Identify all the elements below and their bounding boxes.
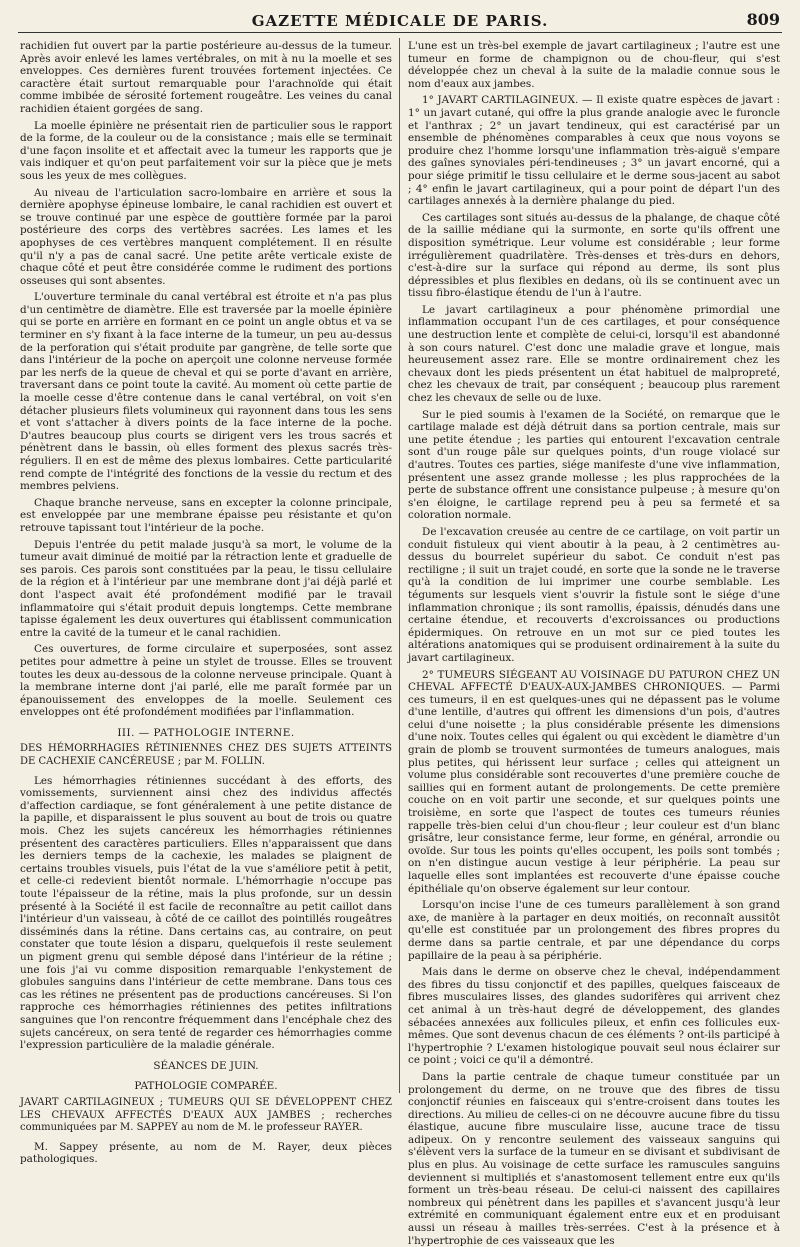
paragraph: Depuis l'entrée du petit malade jusqu'à sa mort, le volume de la tumeur avait diminué de moitié par la rétraction lente et graduelle de ses parois. Ces parois sont constituées par la peau, le tissu cellulaire de la région et à l'intérieur par une membrane dont j'ai déjà parlé et dont l'aspect avait été profondément modifié par le travail inflammatoire qui s'était produit depuis longtemps. Cette membrane tapisse également les deux ouvertures qui établissent communication entre la cavité de la tumeur et le canal rachidien.: [20, 538, 392, 639]
page-number: 809: [746, 10, 780, 29]
paragraph: 2° TUMEURS SIÉGEANT AU VOISINAGE DU PATURON CHEZ UN CHEVAL AFFECTÉ D'EAUX-AUX-JAMBES CHRONIQUES. — Parmi ces tumeurs, il en est quelques-unes qui ne dépassent pas le volume d'une lentille, d'autres qui offrent les dimensions d'un pois, d'autres celui d'une noisette ; la plus considérable présente les dimensions d'une noix. Toutes celles qui égalent ou qui excèdent le diamètre d'un grain de plomb se trouvent surmontées de tumeurs analogues, mais plus petites, qui hérissent leur surface ; celles qui atteignent un volume plus considérable sont recouvertes d'une première couche de saillies qui en forment autant de prolongements. De cette première couche on en voit partir une seconde, et sur quelques points une troisième, en sorte que l'aspect de toutes ces tumeurs réunies rappelle très-bien celui d'un chou-fleur ; leur couleur est d'un blanc grisâtre, leur consistance ferme, leur forme, en général, arrondie ou ovoïde. Sur tous les points qu'elles occupent, les poils sont tombés ; on n'en distingue aucun vestige à leur périphérie. La peau sur laquelle elles sont implantées est recouverte d'une épaisse couche épithéliale qu'on observe également sur leur contour.: [408, 668, 780, 895]
paragraph: Le javart cartilagineux a pour phénomène primordial une inflammation occupant l'un de ces cartilages, et pour conséquence une destruction lente et complète de celui-ci, lorsqu'il est abandonné à son cours naturel. C'est donc une maladie grave et longue, mais heureusement assez rare. Elle se montre ordinairement chez les chevaux dont les pieds présentent un état habituel de malpropreté, chez les chevaux de trait, par conséquent ; beaucoup plus rarement chez les chevaux de selle ou de luxe.: [408, 303, 780, 405]
journal-title: GAZETTE MÉDICALE DE PARIS.: [251, 12, 549, 30]
paragraph: Ces ouvertures, de forme circulaire et superposées, sont assez petites pour admettre à peine un stylet de trousse. Elles se trouvent toutes les deux au-dessous de la colonne nerveuse principale. Quant à la membrane interne dont j'ai parlé, elle me paraît formée par un épanouissement des enveloppes de la moelle. Seulement ces enveloppes ont été profondément modifiées par l'inflammation.: [20, 643, 392, 719]
left-column: [20, 40, 392, 1166]
paragraph: L'une est un très-bel exemple de javart cartilagineux ; l'autre est une tumeur en forme de champignon ou de chou-fleur, qui s'est développée chez un cheval à la suite de la maladie connue sous le nom d'eaux aux jambes.: [408, 40, 780, 90]
paragraph: Sur le pied soumis à l'examen de la Société, on remarque que le cartilage malade est déjà détruit dans sa portion centrale, mais sur une petite étendue ; les parties qui entourent l'excavation centrale sont d'un rouge pâle sur quelques points, d'un rouge violacé sur d'autres. Toutes ces parties, siége manifeste d'une vive inflammation, présentent une assez grande mollesse ; les plus rapprochées de la perte de substance offrent une consistance pulpeuse ; à mesure qu'on s'en éloigne, le cartilage reprend peu à peu sa fermeté et sa coloration normale.: [408, 408, 780, 522]
paragraph: Mais dans le derme on observe chez le cheval, indépendamment des fibres du tissu conjonctif et des papilles, quelques faisceaux de fibres musculaires lisses, des glandes sudorifères qui arrivent chez cet animal à un très-haut degré de développement, des glandes sébacées annexées aux follicules pileux, et enfin ces follicules eux-mêmes. Que sont devenus chacun de ces éléments ? ont-ils participé à l'hypertrophie ? L'examen histologique pouvait seul nous éclairer sur ce point ; voici ce qu'il a démontré.: [408, 966, 780, 1067]
paragraph: L'ouverture terminale du canal vertébral est étroite et n'a pas plus d'un centimètre de diamètre. Elle est traversée par la moelle épinière qui se porte en arrière en formant en ce point un angle obtus et va se terminer en s'y fixant à la face interne de la tumeur, un peu au-dessus de la perforation qui s'était produite par gangrène, de telle sorte que dans l'intérieur de la poche on aperçoit une colonne nerveuse formée par les nerfs de la queue de cheval et qui se porte d'avant en arrière, traversant dans ce point toute la cavité. Au moment où cette partie de la moelle cesse d'être contenue dans le canal vertébral, on voit s'en détacher plusieurs filets volumineux qui rayonnent dans tous les sens et vont s'attacher à divers points de la face interne de la poche. D'autres beaucoup plus courts se dirigent vers les trous sacrés et pénètrent dans le bassin, où elles forment des plexus sacrés très-réguliers. Il en est de même des plexus lombaires. Cette particularité rend compte de l'intégrité des fonctions de la vessie du rectum et des membres pelviens.: [20, 291, 392, 493]
paragraph: 1° JAVART CARTILAGINEUX. — Il existe quatre espèces de javart : 1° un javart cutané, qui offre la plus grande analogie avec le furoncle et l'anthrax ; 2° un javart tendineux, qui est caractérisé par un ensemble de phénomènes comparables à ceux que nous voyons se produire chez l'homme lorsqu'une inflammation très-aiguë s'empare des gaînes synoviales péri-tendineuses ; 3° un javart encorné, qui a pour siége primitif le tissu cellulaire et le derme sous-jacent au sabot ; 4° enfin le javart cartilagineux, qui a pour point de départ l'un des cartilages annexés à la dernière phalange du pied.: [408, 94, 780, 208]
page-header: [18, 10, 782, 33]
section-subheading: PATHOLOGIE COMPARÉE.: [134, 1080, 278, 1093]
paragraph: Dans la partie centrale de chaque tumeur constituée par un prolongement du derme, on ne trouve que des fibres de tissu conjonctif réunies en faisceaux qui s'entre-croisent dans toutes les directions. Au milieu de celles-ci on ne découvre aucune fibre du tissu élastique, aucune fibre musculaire lisse, aucune trace de tissu adipeux. On y rencontre seulement des vaisseaux sanguins qui s'élèvent vers la surface de la tumeur en se divisant et subdivisant de plus en plus. Au voisinage de cette surface les ramuscules sanguins deviennent si multipliés et s'anastomosent tellement entre eux qu'ils forment un très-beau réseau. De celui-ci naissent des capillaires nombreux qui pénètrent dans les papilles et s'avancent jusqu'à leur extrémité en communiquant également entre eux et en produisant aussi un réseau à mailles très-serrées. C'est à la présence et à l'hypertrophie de ces vaisseaux que les: [408, 1070, 780, 1247]
section-heading: SÉANCES DE JUIN.: [153, 1059, 259, 1072]
column-divider: [399, 38, 400, 1093]
paragraph: Lorsqu'on incise l'une de ces tumeurs parallèlement à son grand axe, de manière à la partager en deux moitiés, on reconnaît aussitôt qu'elle est constituée par un prolongement des fibres propres du derme dans sa partie centrale, et par une dépendance du corps papillaire de la peau à sa périphérie.: [408, 899, 780, 962]
paragraph: Les hémorrhagies rétiniennes succédant à des efforts, des vomissements, surviennent ainsi chez des individus affectés d'affection cardiaque, se font généralement à une petite distance de la papille, et disparaissent le plus souvent au bout de trois ou quatre mois. Chez les sujets cancéreux les hémorrhagies rétiniennes présentent des caractères particuliers. Elles n'apparaissent que dans les derniers temps de la cachexie, les malades se plaignent de certains troubles visuels, puis l'état de la vue s'améliore petit à petit, et celle-ci redevient bientôt normale. L'hémorrhagie n'occupe pas toute l'épaisseur de la rétine, mais la plus profonde, sur un dessin présenté à la Société il est facile de reconnaître au petit caillot dans l'intérieur d'un vaisseau, à côté de ce caillot des pointillés rougeâtres disséminés dans la rétine. Dans certains cas, au contraire, on peut constater que toute lésion a disparu, quelquefois il reste seulement un pigment grenu qui semble déposé dans l'intérieur de la rétine ; une fois j'ai vu comme disposition remarquable l'enkystement de globules sanguins dans l'intérieur de cette membrane. Dans tous ces cas les rétines ne présentent pas de productions cancéreuses. Si l'on rapproche ces hémorrhagies rétiniennes des petites infiltrations sanguines que l'on rencontre fréquemment dans l'encéphale chez des sujets cancéreux, on sera tenté de regarder ces hémorrhagies comme l'expression particulière de la maladie générale.: [20, 774, 392, 1052]
paragraph: Ces cartilages sont situés au-dessus de la phalange, de chaque côté de la saillie médiane qui la surmonte, en sorte qu'ils offrent une disposition symétrique. Leur volume est considérable ; leur forme irrégulièrement quadrilatère. Très-denses et très-durs en dehors, c'est-à-dire sur la surface qui répond au derme, ils sont plus dépressibles et plus flexibles en dedans, où ils se continuent avec un tissu fibro-élastique étendu de l'un à l'autre.: [408, 211, 780, 300]
paragraph: La moelle épinière ne présentait rien de particulier sous le rapport de la forme, de la couleur ou de la consistance ; mais elle se terminait d'une façon insolite et et affectait avec la tumeur les rapports que je vais indiquer et qu'on peut parfaitement voir sur la pièce que je mets sous les yeux de mes collègues.: [20, 119, 392, 182]
paragraph: rachidien fut ouvert par la partie postérieure au-dessus de la tumeur. Après avoir enlevé les lames vertébrales, on mit à nu la moelle et ses enveloppes. Ces dernières furent trouvées fortement injectées. Ce caractère était surtout remarquable pour l'arachnoïde qui était comme imbibée de sérosité fortement rougeâtre. Les veines du canal rachidien étaient gorgées de sang.: [20, 40, 392, 115]
article-title: DES HÉMORRHAGIES RÉTINIENNES CHEZ DES SUJETS ATTEINTS DE CACHEXIE CANCÉREUSE ; par M. FOLLIN.: [20, 743, 392, 768]
paragraph: M. Sappey présente, au nom de M. Rayer, deux pièces pathologiques.: [20, 1140, 392, 1166]
section-heading: III. — PATHOLOGIE INTERNE.: [117, 726, 295, 739]
article-title: JAVART CARTILAGINEUX ; TUMEURS QUI SE DÉVELOPPENT CHEZ LES CHEVAUX AFFECTÉS D'EAUX AUX JAMBES ; recherches communiquées par M. SAPPEY au nom de M. le professeur RAYER.: [20, 1096, 392, 1134]
paragraph: Chaque branche nerveuse, sans en excepter la colonne principale, est enveloppée par une membrane épaisse peu résistante et qu'on retrouve tapissant tout l'intérieur de la poche.: [20, 496, 392, 534]
paragraph: De l'excavation creusée au centre de ce cartilage, on voit partir un conduit fistuleux qui vient aboutir à la peau, à 2 centimètres au-dessus du bourrelet supérieur du sabot. Ce conduit n'est pas rectiligne ; il suit un trajet coudé, en sorte que la sonde ne le traverse qu'à la condition de lui imprimer une courbe semblable. Les téguments sur lesquels vient s'ouvrir la fistule sont le siége d'une inflammation chronique ; ils sont ramollis, épaissis, dénudés dans une certaine étendue, et recouverts d'excroissances ou productions épidermiques. On retrouve en un mot sur ce pied toutes les altérations anatomiques qui se produisent ordinairement à la suite du javart cartilagineux.: [408, 525, 780, 664]
paragraph: Au niveau de l'articulation sacro-lombaire en arrière et sous la dernière apophyse épineuse lombaire, le canal rachidien est ouvert et se trouve continué par une espèce de gouttière formée par la paroi postérieure des corps des vertèbres sacrées. Les lames et les apophyses de ces vertèbres manquent complétement. Il en résulte qu'il n'y a pas de canal sacré. Une petite arête verticale existe de chaque côté et peut être considérée comme le rudiment des portions osseuses qui sont absentes.: [20, 186, 392, 287]
right-column: [408, 40, 780, 1247]
